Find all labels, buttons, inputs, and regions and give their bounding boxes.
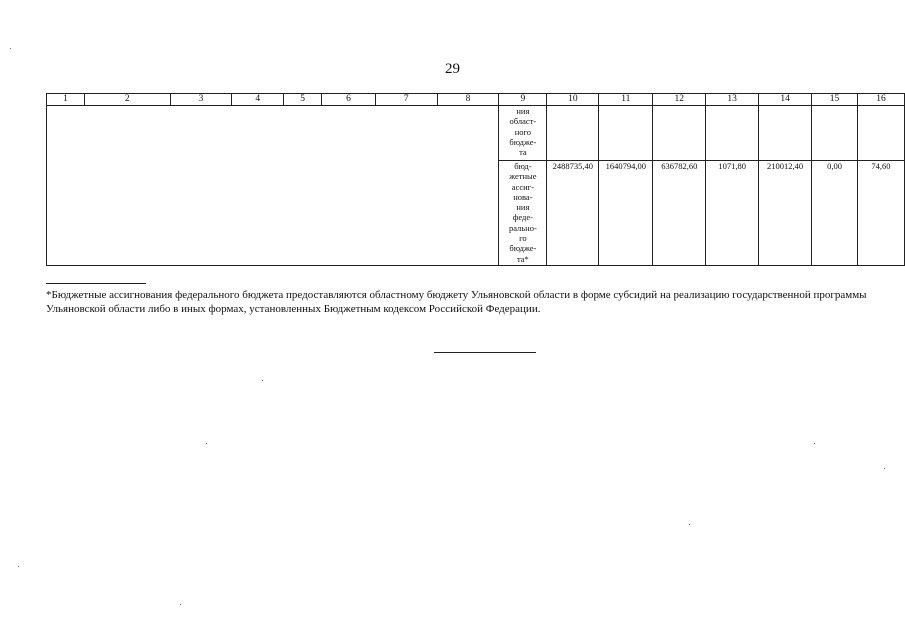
column-header: 10 [547,94,599,106]
footnote-text: *Бюджетные ассигнования федерального бюджета предоставляются областному бюджету Ульяновской области в форме субсидий на реализацию государственной программы Ульяновской области либо в иных формах, установленных Бюджетным кодексом Российской Федерации. [46,289,867,315]
label-line: го [519,233,527,244]
scan-speck [814,443,815,444]
label-line: област- [509,116,537,127]
end-of-document-rule [434,352,536,353]
label-line: жетные [509,171,537,182]
scan-speck [180,604,181,605]
source-label-cell [499,161,547,266]
value-cell: 636782,60 [653,161,706,266]
label-line: ного [514,126,532,137]
column-header: 8 [437,94,499,106]
scan-speck [262,380,263,381]
value-cell [759,106,812,161]
value-cell: 210012,40 [759,161,812,266]
label-line: ассиг- [511,181,534,192]
label-line: феде- [512,212,533,223]
column-header: 6 [322,94,376,106]
page-number: 29 [445,61,460,77]
column-header: 3 [170,94,232,106]
value-cell [547,106,599,161]
label-line: бюд- [514,161,532,171]
label-line: бюдже- [509,136,537,147]
label-line: та [519,147,527,158]
scan-speck [884,468,885,469]
value-cell [706,106,759,161]
column-header: 5 [284,94,322,106]
label-line: ния [516,202,530,213]
value-cell [812,106,858,161]
column-header: 7 [375,94,437,106]
footnote-separator [46,283,146,284]
column-header: 14 [759,94,812,106]
column-header: 16 [857,94,904,106]
table-header-row [47,94,905,106]
value-cell: 0,00 [812,161,858,266]
budget-table [46,93,905,266]
value-cell: 1640794,00 [599,161,653,266]
value-cell: 2488735,40 [547,161,599,266]
column-header: 15 [812,94,858,106]
label-line: рально- [508,222,537,233]
column-header: 11 [599,94,653,106]
column-header: 9 [499,94,547,106]
column-header: 2 [84,94,170,106]
merged-empty-cell [47,106,499,266]
column-header: 4 [232,94,284,106]
value-cell [857,106,904,161]
value-cell [653,106,706,161]
scan-speck [206,443,207,444]
column-header: 12 [653,94,706,106]
scan-speck [689,524,690,525]
source-label-cell [499,106,547,161]
scan-speck [18,566,19,567]
label-line: нова- [513,191,533,202]
table-row [47,106,905,161]
label-line: ния [516,106,530,116]
column-header: 13 [706,94,759,106]
value-cell [599,106,653,161]
label-line: бюдже- [509,243,537,254]
column-header: 1 [47,94,85,106]
scan-speck [10,48,11,49]
value-cell: 1071,80 [706,161,759,266]
label-line: та* [516,253,529,264]
value-cell: 74,60 [857,161,904,266]
